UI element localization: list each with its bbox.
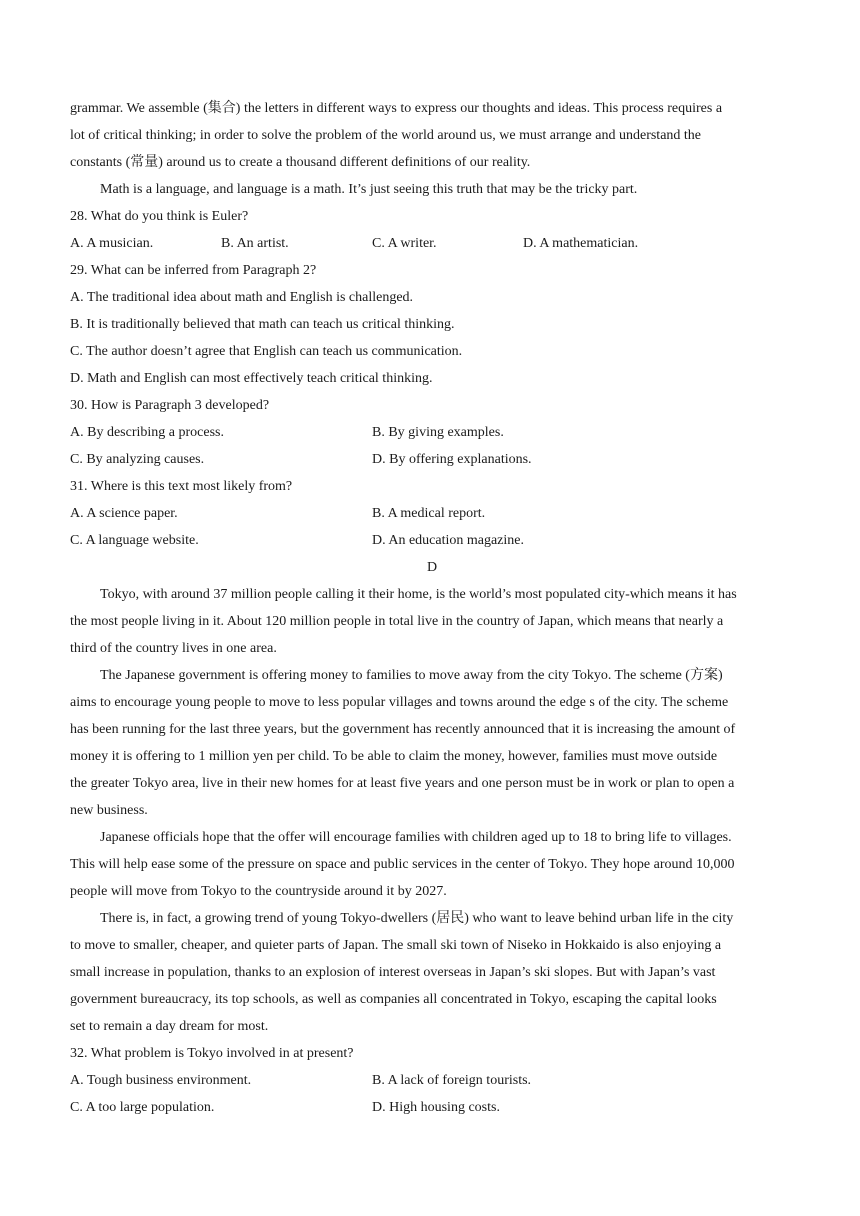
text-line: The Japanese government is offering money to families to move away from the city Tokyo. The scheme (方案) <box>100 668 723 683</box>
text-line: Tokyo, with around 37 million people calling it their home, is the world’s most populated city-which means it has <box>100 587 737 602</box>
option-row <box>70 446 794 473</box>
text-line: lot of critical thinking; in order to solve the problem of the world around us, we must arrange and understand the <box>70 128 702 143</box>
text-line: constants (常量) around us to create a thousand different definitions of our reality. <box>70 155 531 170</box>
question-30 <box>70 392 794 473</box>
option-a: A. By describing a process. <box>70 425 224 440</box>
passage-d <box>70 581 794 1040</box>
option-c: C. The author doesn’t agree that English can teach us communication. <box>70 344 463 359</box>
question-stem: 31. Where is this text most likely from? <box>70 479 293 494</box>
text-line: to move to smaller, cheaper, and quieter parts of Japan. The small ski town of Niseko in Hokkaido is also enjoying a <box>70 938 722 953</box>
option-d: D. An education magazine. <box>372 533 525 548</box>
option-d: D. Math and English can most effectively teach critical thinking. <box>70 371 433 386</box>
text-line: Japanese officials hope that the offer will encourage families with children aged up to 18 to bring life to villages. <box>100 830 732 845</box>
text-line: people will move from Tokyo to the countryside around it by 2027. <box>70 884 447 899</box>
option-d: D. High housing costs. <box>372 1100 500 1115</box>
option-b: B. A lack of foreign tourists. <box>372 1073 532 1088</box>
question-31 <box>70 473 794 554</box>
option-b: B. It is traditionally believed that math can teach us critical thinking. <box>70 317 455 332</box>
option-row <box>70 1067 794 1094</box>
text-line: has been running for the last three years, but the government has recently announced that it is increasing the amount of <box>70 722 736 737</box>
text-line: third of the country lives in one area. <box>70 641 277 656</box>
option-a: A. Tough business environment. <box>70 1073 252 1088</box>
text-line: This will help ease some of the pressure on space and public services in the center of Tokyo. They hope around 10,000 <box>70 857 735 872</box>
paragraph-4 <box>70 905 794 1040</box>
option-row <box>70 230 794 257</box>
question-stem: 30. How is Paragraph 3 developed? <box>70 398 270 413</box>
text-line: the greater Tokyo area, live in their new homes for at least five years and one person must be in work or plan to open a <box>70 776 735 791</box>
option-d: D. By offering explanations. <box>372 452 532 467</box>
option-row <box>70 1094 794 1121</box>
option-b: B. An artist. <box>221 236 289 251</box>
question-stem: 28. What do you think is Euler? <box>70 209 249 224</box>
document-page <box>70 95 794 1121</box>
text-line: set to remain a day dream for most. <box>70 1019 269 1034</box>
option-c: C. A language website. <box>70 533 199 548</box>
option-row <box>70 500 794 527</box>
paragraph-2 <box>70 662 794 824</box>
paragraph-1 <box>70 581 794 662</box>
text-line: money it is offering to 1 million yen per child. To be able to claim the money, however, families must move outside <box>70 749 718 764</box>
option-b: B. By giving examples. <box>372 425 504 440</box>
option-c: C. A too large population. <box>70 1100 215 1115</box>
option-c: C. A writer. <box>372 236 437 251</box>
text-line: Math is a language, and language is a math. It’s just seeing this truth that may be the tricky part. <box>100 182 638 197</box>
text-line: new business. <box>70 803 148 818</box>
option-c: C. By analyzing causes. <box>70 452 205 467</box>
option-d: D. A mathematician. <box>523 236 639 251</box>
option-a: A. A musician. <box>70 236 154 251</box>
text-line: aims to encourage young people to move to less popular villages and towns around the edge s of the city. The scheme <box>70 695 729 710</box>
question-29 <box>70 257 794 392</box>
text-line: the most people living in it. About 120 million people in total live in the country of Japan, which means that nearly a <box>70 614 724 629</box>
text-line: grammar. We assemble (集合) the letters in different ways to express our thoughts and ideas. This process requires a <box>70 101 723 116</box>
section-heading: D <box>426 560 438 575</box>
option-a: A. A science paper. <box>70 506 178 521</box>
paragraph-3 <box>70 824 794 905</box>
question-28 <box>70 203 794 257</box>
option-row <box>70 527 794 554</box>
text-line: There is, in fact, a growing trend of young Tokyo-dwellers (居民) who want to leave behind urban life in the city <box>100 911 734 926</box>
passage-c-ending <box>70 95 794 203</box>
option-row <box>70 419 794 446</box>
text-line: small increase in population, thanks to an explosion of interest overseas in Japan’s ski slopes. But with Japan’s vast <box>70 965 716 980</box>
option-b: B. A medical report. <box>372 506 486 521</box>
question-stem: 32. What problem is Tokyo involved in at present? <box>70 1046 354 1061</box>
question-stem: 29. What can be inferred from Paragraph 2? <box>70 263 317 278</box>
text-line: government bureaucracy, its top schools, as well as companies all concentrated in Tokyo, escaping the capital looks <box>70 992 717 1007</box>
option-a: A. The traditional idea about math and English is challenged. <box>70 290 414 305</box>
question-32 <box>70 1040 794 1121</box>
